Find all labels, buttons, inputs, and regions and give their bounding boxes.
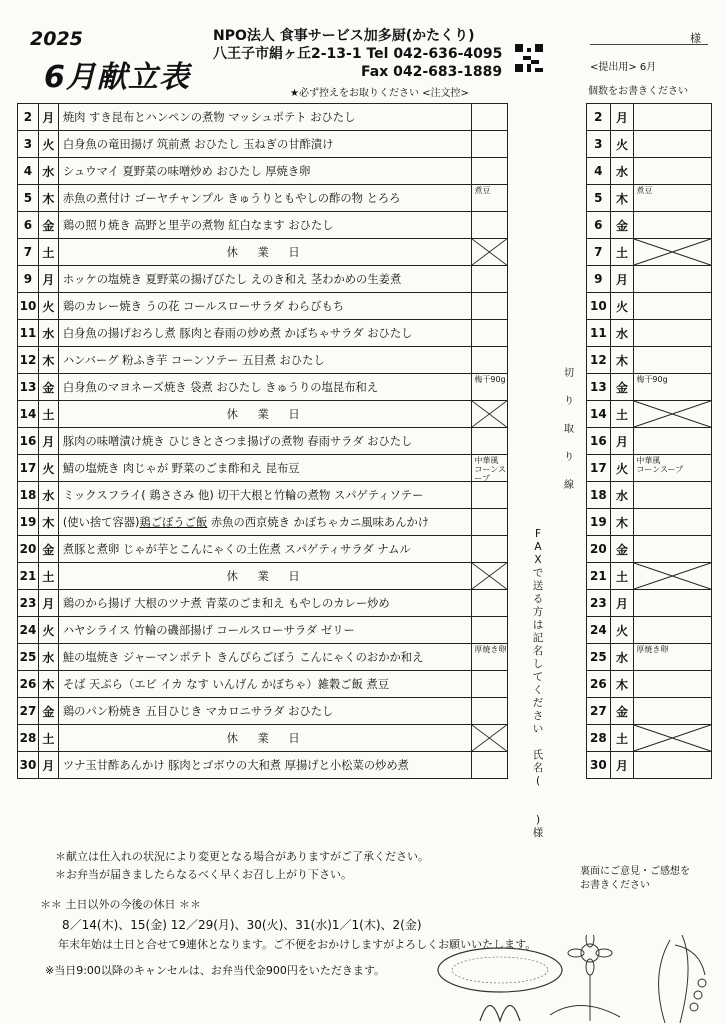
order-weekday: 水 bbox=[610, 644, 634, 671]
order-row bbox=[587, 401, 712, 428]
order-count-cell[interactable] bbox=[472, 104, 508, 131]
note-eat-soon: ＊お弁当が届きましたらなるべく早くお召し上がり下さい。 bbox=[55, 868, 352, 881]
order-day: 18 bbox=[587, 482, 611, 509]
menu-row bbox=[18, 752, 508, 779]
order-count-cell[interactable] bbox=[634, 293, 712, 320]
order-weekday: 金 bbox=[610, 212, 634, 239]
order-weekday: 月 bbox=[610, 752, 634, 779]
menu-row bbox=[18, 590, 508, 617]
menu-day: 6 bbox=[18, 212, 39, 239]
menu-weekday: 木 bbox=[38, 185, 58, 212]
order-count-cell[interactable] bbox=[634, 374, 712, 401]
menu-row bbox=[18, 239, 508, 266]
menu-text: 鶏のから揚げ 大根のツナ煮 青菜のごま和え もやしのカレー炒め bbox=[58, 590, 472, 617]
order-day: 19 bbox=[587, 509, 611, 536]
order-weekday: 土 bbox=[610, 563, 634, 590]
order-row bbox=[587, 131, 712, 158]
menu-day: 18 bbox=[18, 482, 39, 509]
order-weekday: 水 bbox=[610, 158, 634, 185]
order-day: 30 bbox=[587, 752, 611, 779]
order-count-cell[interactable] bbox=[634, 482, 712, 509]
order-row bbox=[587, 644, 712, 671]
order-form-table bbox=[586, 103, 712, 779]
cancel-policy: ※当日9:00以降のキャンセルは、お弁当代金900円をいただきます。 bbox=[45, 964, 386, 977]
menu-text: 焼肉 すき昆布とハンペンの煮物 マッシュポテト おひたし bbox=[58, 104, 472, 131]
order-day: 24 bbox=[587, 617, 611, 644]
menu-row bbox=[18, 158, 508, 185]
menu-day: 30 bbox=[18, 752, 39, 779]
order-row bbox=[587, 590, 712, 617]
option-label: 中華風 コーンスープ bbox=[636, 456, 684, 474]
order-count-cell[interactable] bbox=[634, 698, 712, 725]
order-day: 23 bbox=[587, 590, 611, 617]
cut-line-label: 切 り 取 り 線 bbox=[564, 368, 574, 491]
menu-text: ミックスフライ( 鶏ささみ 他) 切干大根と竹輪の煮物 スパゲティソテー bbox=[58, 482, 472, 509]
closed-cross-icon bbox=[634, 401, 711, 427]
flower-illustration-icon bbox=[420, 935, 720, 1024]
order-count-cell[interactable] bbox=[634, 212, 712, 239]
menu-day: 10 bbox=[18, 293, 39, 320]
menu-weekday: 火 bbox=[38, 455, 58, 482]
order-row bbox=[587, 428, 712, 455]
order-weekday: 火 bbox=[610, 131, 634, 158]
menu-text: 休 業 日 bbox=[58, 563, 472, 590]
order-count-cell[interactable] bbox=[634, 158, 712, 185]
order-weekday: 金 bbox=[610, 698, 634, 725]
order-count-cell[interactable] bbox=[472, 131, 508, 158]
menu-text: 鶏の照り焼き 高野と里芋の煮物 紅白なます おひたし bbox=[58, 212, 472, 239]
menu-text-a: (使い捨て容器) bbox=[62, 516, 140, 529]
order-weekday: 火 bbox=[610, 455, 634, 482]
order-day: 5 bbox=[587, 185, 611, 212]
menu-day: 5 bbox=[18, 185, 39, 212]
back-side-note: 裏面にご意見・ご感想を お書きください bbox=[580, 866, 690, 891]
menu-text-underlined: 鶏ごぼうご飯 bbox=[139, 516, 208, 529]
menu-weekday: 金 bbox=[38, 212, 58, 239]
menu-weekday: 水 bbox=[38, 158, 58, 185]
closed-cross-icon bbox=[634, 239, 711, 265]
order-day: 11 bbox=[587, 320, 611, 347]
order-weekday: 木 bbox=[610, 671, 634, 698]
menu-text: 煮豚と煮卵 じゃが芋とこんにゃくの土佐煮 スパゲティサラダ ナムル bbox=[58, 536, 472, 563]
order-day: 28 bbox=[587, 725, 611, 752]
option-label: 厚焼き卵 bbox=[474, 645, 507, 654]
order-day: 9 bbox=[587, 266, 611, 293]
holiday-note: 年末年始は土日と合せて9連休となります。ご不便をおかけしますがよろしくお願いいたします。 bbox=[58, 938, 537, 951]
menu-row bbox=[18, 725, 508, 752]
menu-day: 28 bbox=[18, 725, 39, 752]
order-weekday: 月 bbox=[610, 590, 634, 617]
order-row bbox=[587, 455, 712, 482]
menu-row bbox=[18, 698, 508, 725]
order-weekday: 土 bbox=[610, 725, 634, 752]
menu-day: 16 bbox=[18, 428, 39, 455]
order-day: 10 bbox=[587, 293, 611, 320]
order-row bbox=[587, 482, 712, 509]
option-label: 煮豆 bbox=[474, 186, 491, 195]
order-count-cell[interactable] bbox=[472, 617, 508, 644]
order-count-cell[interactable] bbox=[634, 590, 712, 617]
menu-weekday: 土 bbox=[38, 401, 58, 428]
menu-row bbox=[18, 212, 508, 239]
menu-row bbox=[18, 401, 508, 428]
note-change: ＊献立は仕入れの状況により変更となる場合がありますがご了承ください。 bbox=[55, 850, 429, 863]
menu-row bbox=[18, 482, 508, 509]
order-count-cell[interactable] bbox=[634, 428, 712, 455]
menu-row bbox=[18, 185, 508, 212]
order-count-cell[interactable] bbox=[634, 752, 712, 779]
order-weekday: 水 bbox=[610, 320, 634, 347]
fax-name-note: F A X で 送 る 方 は 記 名 し て く だ さ い 氏 名 ( ) 様 bbox=[532, 528, 544, 839]
order-day: 7 bbox=[587, 239, 611, 266]
menu-row bbox=[18, 266, 508, 293]
menu-text: 休 業 日 bbox=[58, 239, 472, 266]
order-count-cell[interactable] bbox=[472, 509, 508, 536]
order-count-cell[interactable] bbox=[472, 590, 508, 617]
menu-weekday: 月 bbox=[38, 266, 58, 293]
order-count-cell[interactable] bbox=[472, 563, 508, 590]
order-row bbox=[587, 752, 712, 779]
keep-copy-note: ★必ず控えをお取りください <注文控> bbox=[290, 88, 469, 99]
order-day: 2 bbox=[587, 104, 611, 131]
option-label: 煮豆 bbox=[636, 186, 653, 195]
menu-day: 20 bbox=[18, 536, 39, 563]
order-count-cell[interactable] bbox=[472, 698, 508, 725]
menu-day: 2 bbox=[18, 104, 39, 131]
order-weekday: 金 bbox=[610, 374, 634, 401]
order-row bbox=[587, 509, 712, 536]
order-weekday: 木 bbox=[610, 347, 634, 374]
order-row bbox=[587, 293, 712, 320]
order-count-cell[interactable] bbox=[472, 266, 508, 293]
order-count-cell[interactable] bbox=[634, 671, 712, 698]
menu-weekday: 月 bbox=[38, 752, 58, 779]
order-count-cell[interactable] bbox=[472, 347, 508, 374]
order-weekday: 土 bbox=[610, 239, 634, 266]
menu-row bbox=[18, 131, 508, 158]
order-day: 4 bbox=[587, 158, 611, 185]
order-count-cell[interactable] bbox=[472, 671, 508, 698]
order-count-cell[interactable] bbox=[634, 185, 712, 212]
menu-weekday: 火 bbox=[38, 293, 58, 320]
menu-row bbox=[18, 104, 508, 131]
order-count-cell[interactable] bbox=[634, 563, 712, 590]
holiday-title: ＊＊ 土日以外の今後の休日 ＊＊ bbox=[40, 898, 201, 911]
order-row bbox=[587, 212, 712, 239]
menu-text: ハンバーグ 粉ふき芋 コーンソテー 五目煮 おひたし bbox=[58, 347, 472, 374]
qr-code-icon bbox=[515, 44, 543, 72]
order-count-cell[interactable] bbox=[634, 617, 712, 644]
order-count-cell[interactable] bbox=[472, 482, 508, 509]
menu-text: 鮭の塩焼き ジャーマンポテト きんぴらごぼう こんにゃくのおかか和え bbox=[58, 644, 472, 671]
menu-weekday: 火 bbox=[38, 617, 58, 644]
order-weekday: 木 bbox=[610, 185, 634, 212]
order-count-cell[interactable] bbox=[472, 320, 508, 347]
order-count-cell[interactable] bbox=[472, 185, 508, 212]
submit-label: <提出用> 6月 bbox=[590, 62, 657, 73]
menu-weekday: 月 bbox=[38, 590, 58, 617]
order-day: 13 bbox=[587, 374, 611, 401]
menu-weekday: 水 bbox=[38, 320, 58, 347]
order-weekday: 木 bbox=[610, 509, 634, 536]
order-count-cell[interactable] bbox=[634, 320, 712, 347]
menu-day: 14 bbox=[18, 401, 39, 428]
order-day: 3 bbox=[587, 131, 611, 158]
menu-row bbox=[18, 509, 508, 536]
order-row bbox=[587, 239, 712, 266]
order-count-cell[interactable] bbox=[634, 401, 712, 428]
menu-weekday: 土 bbox=[38, 563, 58, 590]
order-row bbox=[587, 374, 712, 401]
org-address: 八王子市絹ヶ丘2-13-1 Tel 042-636-4095 bbox=[213, 46, 503, 62]
order-weekday: 月 bbox=[610, 104, 634, 131]
menu-row bbox=[18, 374, 508, 401]
menu-weekday: 木 bbox=[38, 347, 58, 374]
menu-day: 13 bbox=[18, 374, 39, 401]
menu-row bbox=[18, 455, 508, 482]
menu-text: 白身魚のマヨネーズ焼き 袋煮 おひたし きゅうりの塩昆布和え bbox=[58, 374, 472, 401]
menu-weekday: 金 bbox=[38, 536, 58, 563]
customer-name-suffix: 様 bbox=[690, 32, 701, 45]
option-label: 梅干90g bbox=[474, 375, 506, 384]
order-day: 20 bbox=[587, 536, 611, 563]
order-count-cell[interactable] bbox=[472, 401, 508, 428]
order-count-cell[interactable] bbox=[472, 536, 508, 563]
order-count-cell[interactable] bbox=[472, 293, 508, 320]
menu-text: 鶏のカレー焼き うの花 コールスローサラダ わらびもち bbox=[58, 293, 472, 320]
menu-day: 11 bbox=[18, 320, 39, 347]
order-row bbox=[587, 104, 712, 131]
order-count-cell[interactable] bbox=[472, 158, 508, 185]
order-weekday: 火 bbox=[610, 293, 634, 320]
menu-day: 4 bbox=[18, 158, 39, 185]
order-count-cell[interactable] bbox=[472, 428, 508, 455]
menu-row bbox=[18, 347, 508, 374]
menu-day: 26 bbox=[18, 671, 39, 698]
order-count-cell[interactable] bbox=[472, 644, 508, 671]
menu-day: 19 bbox=[18, 509, 39, 536]
holiday-dates: 8／14(木)、15(金) 12／29(月)、30(火)、31(水)1／1(木)、2(金) bbox=[62, 918, 422, 932]
menu-text: 豚肉の味噌漬け焼き ひじきとさつま揚げの煮物 春雨サラダ おひたし bbox=[58, 428, 472, 455]
order-day: 14 bbox=[587, 401, 611, 428]
count-note: 個数をお書きください bbox=[588, 86, 688, 97]
menu-weekday: 水 bbox=[38, 482, 58, 509]
option-label: 中華風 コーンスープ bbox=[474, 456, 506, 483]
order-count-cell[interactable] bbox=[634, 131, 712, 158]
order-row bbox=[587, 347, 712, 374]
order-count-cell[interactable] bbox=[634, 347, 712, 374]
menu-text: 鯖の塩焼き 肉じゃが 野菜のごま酢和え 昆布豆 bbox=[58, 455, 472, 482]
menu-day: 25 bbox=[18, 644, 39, 671]
menu-text: 白身魚の竜田揚げ 筑前煮 おひたし 玉ねぎの甘酢漬け bbox=[58, 131, 472, 158]
order-row bbox=[587, 536, 712, 563]
order-day: 21 bbox=[587, 563, 611, 590]
order-day: 25 bbox=[587, 644, 611, 671]
order-count-cell[interactable] bbox=[472, 455, 508, 482]
menu-weekday: 金 bbox=[38, 374, 58, 401]
menu-weekday: 金 bbox=[38, 698, 58, 725]
order-row bbox=[587, 563, 712, 590]
order-weekday: 水 bbox=[610, 482, 634, 509]
order-row bbox=[587, 266, 712, 293]
order-row bbox=[587, 725, 712, 752]
org-fax: Fax 042-683-1889 bbox=[361, 64, 503, 80]
menu-day: 3 bbox=[18, 131, 39, 158]
menu-day: 9 bbox=[18, 266, 39, 293]
order-count-cell[interactable] bbox=[634, 266, 712, 293]
menu-weekday: 木 bbox=[38, 509, 58, 536]
closed-cross-icon bbox=[472, 239, 507, 265]
menu-text: 赤魚の煮付け ゴーヤチャンプル きゅうりともやしの酢の物 とろろ bbox=[58, 185, 472, 212]
menu-row bbox=[18, 320, 508, 347]
menu-text: ホッケの塩焼き 夏野菜の揚げびたし えのき和え 茎わかめの生姜煮 bbox=[58, 266, 472, 293]
organization-info bbox=[213, 27, 502, 81]
menu-weekday: 木 bbox=[38, 671, 58, 698]
order-count-cell[interactable] bbox=[634, 509, 712, 536]
option-label: 梅干90g bbox=[636, 375, 668, 384]
menu-text-b: 赤魚の西京焼き かぼちゃカニ風味あんかけ bbox=[207, 516, 430, 529]
menu-text: ツナ玉甘酢あんかけ 豚肉とゴボウの大和煮 厚揚げと小松菜の炒め煮 bbox=[58, 752, 472, 779]
menu-weekday: 月 bbox=[38, 104, 58, 131]
menu-day: 27 bbox=[18, 698, 39, 725]
year: 2025 bbox=[30, 28, 83, 50]
order-row bbox=[587, 185, 712, 212]
order-day: 6 bbox=[587, 212, 611, 239]
menu-day: 24 bbox=[18, 617, 39, 644]
closed-cross-icon bbox=[472, 401, 507, 427]
order-count-cell[interactable] bbox=[634, 455, 712, 482]
order-count-cell[interactable] bbox=[634, 536, 712, 563]
customer-name-line bbox=[590, 44, 708, 45]
org-name: NPO法人 食事サービス加多厨(かたくり) bbox=[213, 28, 475, 44]
menu-text: 白身魚の揚げおろし煮 豚肉と春雨の炒め煮 かぼちゃサラダ おひたし bbox=[58, 320, 472, 347]
menu-weekday: 火 bbox=[38, 131, 58, 158]
order-day: 17 bbox=[587, 455, 611, 482]
menu-row bbox=[18, 293, 508, 320]
order-count-cell[interactable] bbox=[472, 725, 508, 752]
page-title: 6月献立表 bbox=[44, 60, 190, 95]
order-weekday: 月 bbox=[610, 266, 634, 293]
menu-row bbox=[18, 644, 508, 671]
order-day: 16 bbox=[587, 428, 611, 455]
menu-row bbox=[18, 617, 508, 644]
menu-weekday: 土 bbox=[38, 725, 58, 752]
menu-text: ハヤシライス 竹輪の磯部揚げ コールスローサラダ ゼリー bbox=[58, 617, 472, 644]
menu-row bbox=[18, 563, 508, 590]
menu-weekday: 水 bbox=[38, 644, 58, 671]
order-row bbox=[587, 320, 712, 347]
order-count-cell[interactable] bbox=[634, 239, 712, 266]
order-count-cell[interactable] bbox=[634, 725, 712, 752]
menu-weekday: 土 bbox=[38, 239, 58, 266]
menu-day: 23 bbox=[18, 590, 39, 617]
option-label: 厚焼き卵 bbox=[636, 645, 669, 654]
order-count-cell[interactable] bbox=[472, 752, 508, 779]
menu-row bbox=[18, 428, 508, 455]
order-count-cell[interactable] bbox=[634, 644, 712, 671]
closed-cross-icon bbox=[634, 725, 711, 751]
menu-row bbox=[18, 671, 508, 698]
menu-table bbox=[17, 103, 508, 779]
footer-notes bbox=[55, 848, 429, 884]
order-day: 27 bbox=[587, 698, 611, 725]
menu-text: 鶏のパン粉焼き 五目ひじき マカロニサラダ おひたし bbox=[58, 698, 472, 725]
order-count-cell[interactable] bbox=[472, 239, 508, 266]
order-weekday: 土 bbox=[610, 401, 634, 428]
menu-weekday: 月 bbox=[38, 428, 58, 455]
menu-text: 休 業 日 bbox=[58, 401, 472, 428]
order-weekday: 金 bbox=[610, 536, 634, 563]
order-weekday: 月 bbox=[610, 428, 634, 455]
order-day: 26 bbox=[587, 671, 611, 698]
menu-text: シュウマイ 夏野菜の味噌炒め おひたし 厚焼き卵 bbox=[58, 158, 472, 185]
menu-text bbox=[58, 509, 472, 536]
closed-cross-icon bbox=[472, 563, 507, 589]
menu-day: 21 bbox=[18, 563, 39, 590]
order-weekday: 火 bbox=[610, 617, 634, 644]
order-row bbox=[587, 698, 712, 725]
menu-text: そば 天ぷら（エビ イカ なす いんげん かぼちゃ）雑穀ご飯 煮豆 bbox=[58, 671, 472, 698]
menu-day: 17 bbox=[18, 455, 39, 482]
menu-day: 12 bbox=[18, 347, 39, 374]
menu-row bbox=[18, 536, 508, 563]
order-count-cell[interactable] bbox=[472, 212, 508, 239]
order-row bbox=[587, 158, 712, 185]
order-count-cell[interactable] bbox=[472, 374, 508, 401]
closed-cross-icon bbox=[472, 725, 507, 751]
order-row bbox=[587, 617, 712, 644]
order-count-cell[interactable] bbox=[634, 104, 712, 131]
menu-text: 休 業 日 bbox=[58, 725, 472, 752]
order-day: 12 bbox=[587, 347, 611, 374]
menu-day: 7 bbox=[18, 239, 39, 266]
order-row bbox=[587, 671, 712, 698]
closed-cross-icon bbox=[634, 563, 711, 589]
